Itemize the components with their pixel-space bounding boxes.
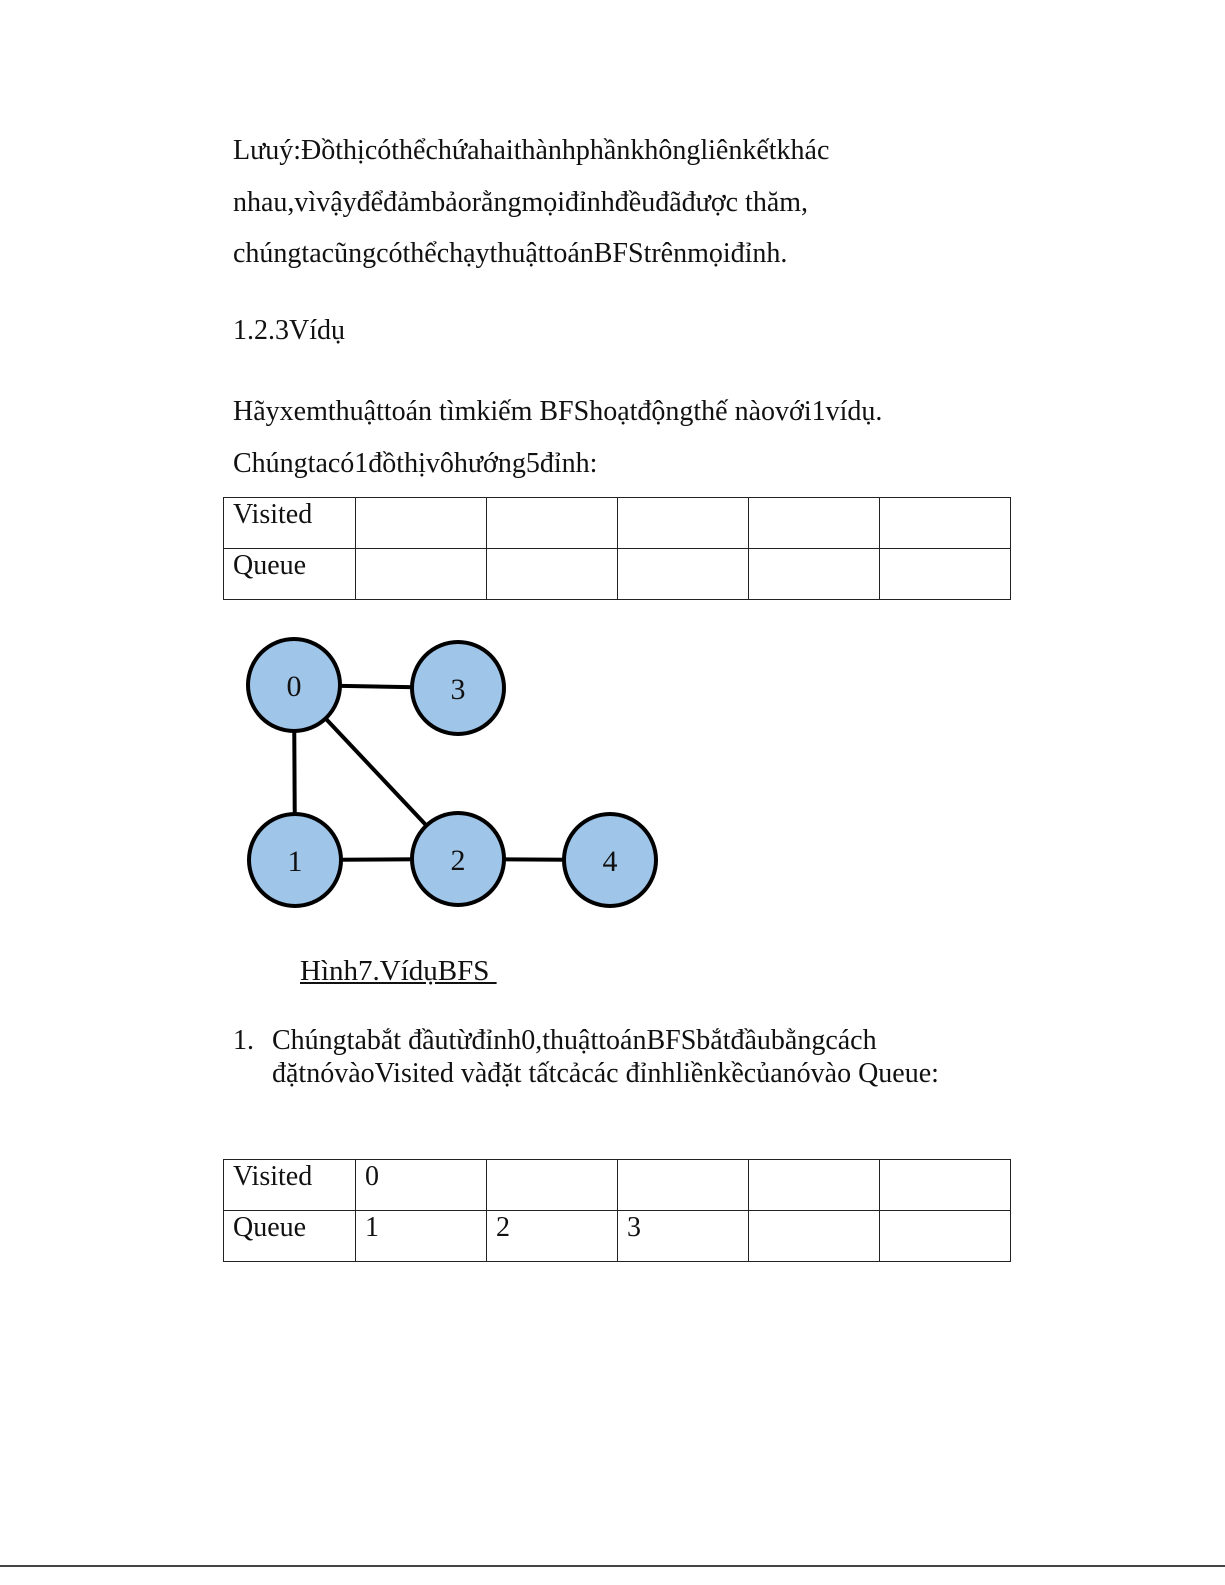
table-cell	[618, 1160, 749, 1211]
bfs-graph-diagram	[240, 630, 670, 920]
table-cell	[487, 549, 618, 600]
table-cell	[749, 1160, 880, 1211]
table-cell	[749, 498, 880, 549]
table-row-queue	[224, 1211, 1011, 1262]
table-row-queue	[224, 549, 1011, 600]
table-cell: 3	[618, 1211, 749, 1262]
table-cell	[356, 549, 487, 600]
graph-node-2	[412, 813, 504, 905]
row-label: Queue	[224, 1211, 356, 1262]
table-cell	[880, 498, 1011, 549]
row-label: Visited	[224, 498, 356, 549]
table-cell	[749, 1211, 880, 1262]
table-cell	[487, 498, 618, 549]
note-line: chúngtacũngcóthểchạythuậttoánBFStrênmọiđỉnh.	[233, 238, 788, 269]
graph-node-label: 3	[450, 673, 466, 706]
table-cell	[356, 498, 487, 549]
graph-node-3	[412, 642, 504, 734]
page-divider	[0, 1565, 1225, 1567]
row-label: Visited	[224, 1160, 356, 1211]
table-cell	[618, 549, 749, 600]
table-cell: 1	[356, 1211, 487, 1262]
section-heading: 1.2.3Vídụ	[233, 315, 345, 346]
row-label: Queue	[224, 549, 356, 600]
table-cell: 0	[356, 1160, 487, 1211]
graph-node-0	[248, 639, 340, 731]
table-cell	[880, 1211, 1011, 1262]
table-cell	[487, 1160, 618, 1211]
table-cell: 2	[487, 1211, 618, 1262]
graph-node-label: 0	[286, 670, 302, 703]
table-cell	[880, 1160, 1011, 1211]
intro-line: Hãyxemthuậttoán tìmkiếm BFShoạtđộngthế nàovới1vídụ.	[233, 396, 883, 427]
table-row-visited	[224, 498, 1011, 549]
graph-node-1	[249, 814, 341, 906]
intro-line: Chúngtacó1đồthịvôhướng5đỉnh:	[233, 448, 598, 479]
figure-caption: Hình7.VídụBFS	[300, 955, 497, 987]
bfs-table-initial	[223, 497, 1011, 600]
note-line: Lưuý:Đồthịcóthểchứahaithànhphầnkhôngliênkếtkhác	[233, 135, 830, 166]
step-number: 1.	[233, 1025, 254, 1056]
table-cell	[618, 498, 749, 549]
graph-node-label: 2	[450, 844, 466, 877]
graph-node-label: 4	[602, 845, 618, 878]
graph-node-label: 1	[287, 845, 303, 878]
step-text: Chúngtabắt đầutừđỉnh0,thuậttoánBFSbắtđầubằngcách đặtnóvàoVisited vàđặt tấtcảcác đỉnhliềnkềcủanóvào Queue:	[272, 1025, 939, 1089]
bfs-table-step1	[223, 1159, 1011, 1262]
note-line: nhau,vìvậyđểđảmbảorằngmọiđỉnhđềuđãđược thăm,	[233, 187, 809, 218]
graph-node-4	[564, 814, 656, 906]
table-row-visited	[224, 1160, 1011, 1211]
table-cell	[880, 549, 1011, 600]
table-cell	[749, 549, 880, 600]
